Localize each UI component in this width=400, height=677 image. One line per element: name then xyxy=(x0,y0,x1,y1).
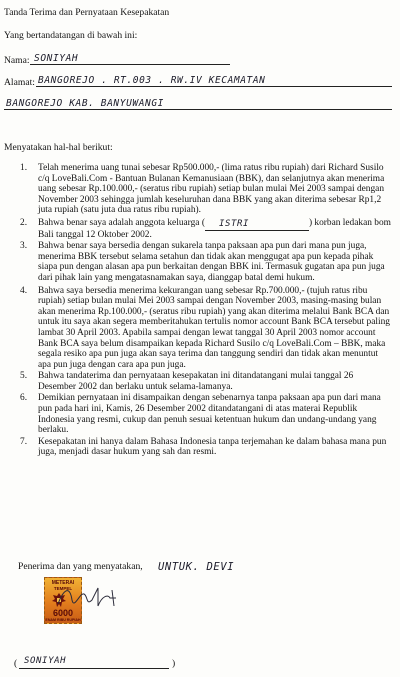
name-label: Nama: xyxy=(4,55,30,66)
address-line-1: BANGOREJO . RT.003 . RW.IV KECAMATAN xyxy=(38,75,266,86)
signer-open-paren: ( xyxy=(14,658,18,669)
statement-list xyxy=(20,163,392,459)
list-item xyxy=(20,371,392,392)
address-underline-1 xyxy=(36,86,392,87)
list-item xyxy=(20,241,392,283)
item-number: 1. xyxy=(20,163,28,173)
address-line-2: BANGOREJO KAB. BANYUWANGI xyxy=(6,98,164,109)
handwritten-note: UNTUK. DEVI xyxy=(158,561,235,573)
item-text: Bahwa saya bersedia menerima kekurangan uang sebesar Rp.700.000,- (tujuh ratus ribu rupiah) setiap bulan mulai Mei 2003 sampai dengan November 2003, masing-masing bulan akan menerima Rp.100.000,- (seratus ribu rupiah) yang akan diterima melalui Bank BCA dan untuk itu saya akan segera memberitahukan tertulis nomor account Bank BCA tersebut paling lambat 30 April 2003. Apabila sampai dengan lewat tanggal 30 April 2003 nomor account Bank BCA saya belum disampaikan kepada Richard Susilo c/q LoveBali.Com – BBK, maka segala resiko apa pun juga akan saya terima dan tanggung sendiri dan tidak akan menuntut apa pun juga dengan cara apa pun juga. xyxy=(38,285,390,370)
item-text: Kesepakatan ini hanya dalam Bahasa Indonesia tanpa terjemahan ke dalam bahasa mana pun juga, menjadi dasar hukum yang sah dan resmi. xyxy=(38,436,387,458)
item-text: Bahwa tandaterima dan pernyataan kesepakatan ini ditandatangani mulai tanggal 26 Desember 2002 dan berlaku untuk selama-lamanya. xyxy=(38,371,354,392)
address-underline-2 xyxy=(4,109,392,110)
list-item xyxy=(20,286,392,371)
stamp-mid-text: TEMPEL xyxy=(53,586,73,591)
list-item xyxy=(20,393,392,435)
item-number: 3. xyxy=(20,241,28,252)
item-number: 4. xyxy=(20,285,28,296)
document-title: Tanda Terima dan Pernyataan Kesepakatan xyxy=(4,7,170,18)
signature-scribble xyxy=(54,582,134,612)
signer-close-paren: ) xyxy=(172,658,176,669)
signer-name: SONIYAH xyxy=(24,656,67,666)
item-text: ) korban ledakan bom Bali tanggal 12 Oktober 2002. xyxy=(38,217,391,240)
list-item xyxy=(20,218,392,240)
list-item xyxy=(20,163,392,216)
stamp-bottom-text: ENAM RIBU RUPIAH xyxy=(45,618,81,622)
item-number: 7. xyxy=(20,436,28,447)
list-item xyxy=(20,437,392,458)
item-number: 5. xyxy=(20,371,28,382)
item-text: Demikian pernyataan ini disampaikan dengan sebenarnya tanpa paksaan apa pun dari mana pun pada hari ini, Kamis, 26 Desember 2002 ditandatangani di atas materai Republik Indonesia yang resmi, cukup dan penuh sesuai ketentuan hukum dan undang-undang yang berlaku. xyxy=(38,393,381,436)
item-text: Bahwa benar saya bersedia dengan sukarela tanpa paksaan apa pun dari mana pun juga, menerima BBK tersebut selama setahun dan tidak akan menggugat apa pun kepada pihak siapa pun dengan alasan apa pun berkaitan dengan BBK ini. Termasuk gugatan apa pun juga dari pihak lain yang mengatasnamakan saya, dianggap batal demi hukum. xyxy=(38,241,385,283)
statement-intro: Menyatakan hal-hal berikut: xyxy=(4,142,113,153)
closing-label: Penerima dan yang menyatakan, xyxy=(18,561,143,572)
name-value: SONIYAH xyxy=(34,53,79,64)
item-number: 2. xyxy=(20,217,28,228)
stamp-top-text: METERAI xyxy=(51,580,75,586)
name-underline xyxy=(30,64,230,65)
item-text: Telah menerima uang tunai sebesar Rp500.000,- (lima ratus ribu rupiah) dari Richard Susilo c/q LoveBali.Com - Bantuan Bulanan Kemanusiaan (BBK), dan selanjutnya akan menerima uang sebesar Rp.100.000,- (seratus ribu rupiah) setiap bulan mulai Mei 2003 sampai dengan November 2003 sehingga jumlah keseluruhan dana BBK yang akan diterima sebesar Rp1,2 juta rupiah (satu juta dua ratus ribu rupiah). xyxy=(38,163,385,216)
signer-underline xyxy=(19,668,169,669)
item-number: 6. xyxy=(20,393,28,404)
family-relation: ISTRI xyxy=(218,218,250,229)
intro-text: Yang bertandatangan di bawah ini: xyxy=(4,30,138,41)
stamp-value: 6000 xyxy=(52,608,74,618)
item-text: Bahwa benar saya adalah anggota keluarga ( xyxy=(38,217,205,228)
address-label: Alamat: xyxy=(4,77,35,88)
